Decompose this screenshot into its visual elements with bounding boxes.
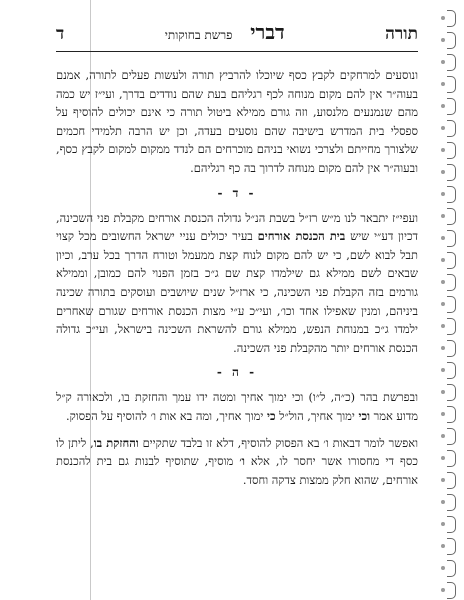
binding-ring	[447, 230, 456, 247]
dalet-paragraph	[56, 209, 418, 358]
header-parsha: פרשת בחוקותי	[164, 28, 233, 42]
final-text-a: ואפשר לומר דבאות ו׳ בא הפסוק להוסיף, דלא זו בלבד שתקיים	[138, 435, 418, 450]
heh-text-c: ימוך אחיך, ומה בא אות ו׳ להוסיף על הפסוק.	[66, 408, 267, 423]
binding-ring	[447, 32, 456, 49]
binding-ring	[447, 560, 456, 577]
spiral-binding	[438, 0, 458, 600]
page-letter: ד	[56, 24, 65, 44]
intro-paragraph: ונוסעים למרחקים לקבץ כסף שיוכלו להרביץ תורה ולעשות פעלים לתורה, אמנם בעוה״ר אין להם מקום מנוחה לכף רגליהם בעת שהם נודדים בדרך, ועי״ז יש כמה מהם שנמנעים מלנסוע, וזה גורם ממילא ביטול תורה כי אינם יכולים להוסיף על ספסלי בית המדרש בישיבה שהם נוסעים בעדה, וכן יש הרבה תלמידי חכמים שלצורך מחייתם ולצרכי נשואי בניהם מוכרחים הם לנדד ממקום למקום לקבץ כסף, ובעוה״ר אין להם מקום מנוחה לדרוך בה כף רגליהם.	[56, 68, 418, 175]
heh-text-a: ובפרשת בהר (כ״ה, ל״ו) וכי ימוך אחיך ומטה ידו עמך והחזקת בו, ולכאורה ק״ל מדוע אמר	[56, 390, 418, 423]
final-bold-2: ו׳	[239, 454, 245, 469]
dalet-text-a: ועפי״ז יתבאר לנו מ״ש רז״ל בשבת הנ״ל גדולה הכנסת אורחים מקבלת פני השכינה, דכיון דע״י שיש	[56, 210, 418, 244]
final-text-c: מוסיף, שתוסיף לבנות גם בית להכנסת אורחים, שהוא חלק ממצות צדקה וחסד.	[56, 454, 418, 487]
binding-ring	[447, 186, 456, 203]
binding-ring	[447, 406, 456, 423]
binding-ring	[447, 384, 456, 401]
final-text-b: , ליתן לו כסף די מחסורו אשר יחסר לו, אלא	[56, 435, 418, 469]
header-center	[165, 20, 285, 45]
binding-ring	[447, 142, 456, 159]
section-marker-heh: - ה -	[216, 365, 258, 380]
binding-ring	[447, 582, 456, 599]
binding-ring	[447, 362, 456, 379]
heh-bold-1: וכי	[358, 408, 370, 423]
page-header	[56, 20, 418, 52]
heh-bold-2: כי	[266, 408, 276, 423]
binding-ring	[447, 450, 456, 467]
heh-paragraph	[56, 388, 418, 425]
binding-ring	[447, 76, 456, 93]
binding-ring	[447, 252, 456, 269]
binding-ring	[447, 274, 456, 291]
binding-ring	[447, 340, 456, 357]
final-paragraph	[56, 434, 418, 490]
binding-ring	[447, 318, 456, 335]
binding-ring	[447, 164, 456, 181]
binding-ring	[447, 494, 456, 511]
dalet-text-b: בעיר יכולים עניי ישראל החשובים מכל קצוי תבל לבוא לשם, כי יש להם מקום לנוח קצת ממעמל וטורח הדרך בכל ערב, וכיון שבאים לשם ממילא גם שילמדו קצת שם ג״כ בזמן הפנוי להם כמובן, וממילא גורמים בזה הקבלת פני השכינה, כי ארז״ל שנים שיושבים ועוסקים בתורה שכינה ביניהם, ומנין שאפילו אחד וכו׳, ועי״כ ע״י מצות הכנסת אורחים שגורם שאחרים ילמדו ג״כ במנוחת הנפש, ממילא גורם להשראת השכינה בישראל, ועי״כ גדולה הכנסת אורחים יותר מהקבלת פני השכינה.	[56, 229, 418, 355]
dalet-bold: בית הכנסת אורחים	[257, 229, 346, 244]
section-marker-dalet: - ד -	[217, 185, 257, 200]
header-torah: תורה	[385, 24, 418, 44]
final-bold-1: והחזקת בו	[93, 435, 139, 450]
binding-ring	[447, 538, 456, 555]
binding-ring	[447, 120, 456, 137]
heh-text-b: ימוך אחיך, הול״ל	[275, 408, 359, 423]
binding-ring	[447, 208, 456, 225]
binding-ring	[447, 516, 456, 533]
binding-ring	[447, 10, 456, 27]
page-content	[56, 20, 418, 497]
binding-ring	[447, 472, 456, 489]
binding-ring	[447, 296, 456, 313]
binding-ring	[447, 98, 456, 115]
header-brand: דברי	[250, 20, 285, 44]
binding-ring	[447, 428, 456, 445]
binding-ring	[447, 54, 456, 71]
